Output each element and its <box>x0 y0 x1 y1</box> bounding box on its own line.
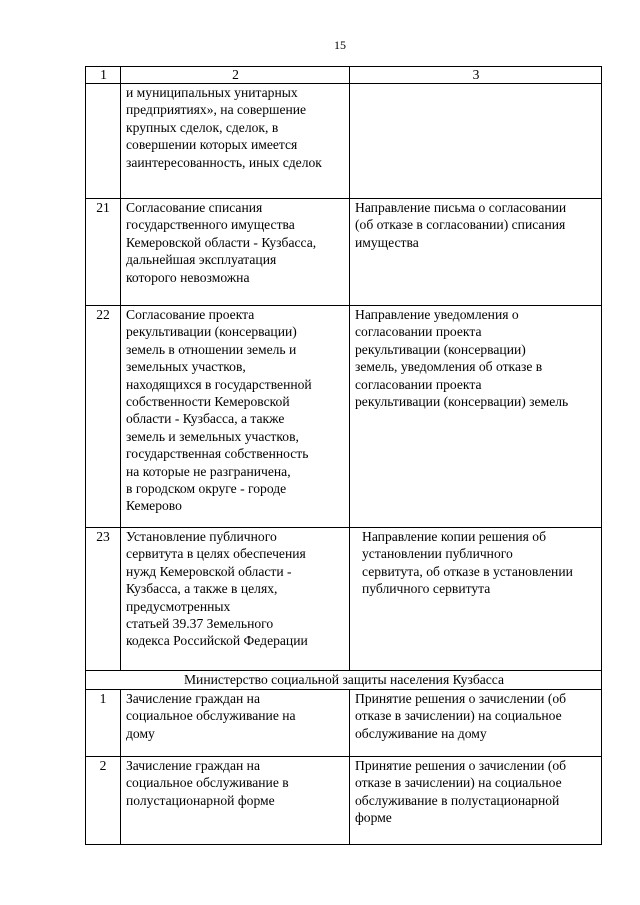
result-text-line: согласовании проекта <box>355 376 482 392</box>
result-text-line: Направление уведомления о <box>355 307 519 322</box>
result-text-line: имущества <box>355 234 419 250</box>
service-text-line: Зачисление граждан на <box>126 691 260 706</box>
result-text-line: публичного сервитута <box>362 581 491 597</box>
table-row <box>86 528 602 671</box>
service-text-line: совершении которых имеется <box>126 137 298 153</box>
table-row <box>86 757 602 845</box>
row-number: 23 <box>86 528 121 671</box>
service-cell <box>121 757 350 845</box>
service-cell <box>121 528 350 671</box>
table-row <box>86 199 602 306</box>
service-text-line: государственная собственность <box>126 446 309 462</box>
table-header-row <box>86 67 602 84</box>
service-cell <box>121 84 350 199</box>
service-text-line: Установление публичного <box>126 529 277 544</box>
service-text-line: земель в отношении земель и <box>126 341 297 357</box>
service-text-line: земель и земельных участков, <box>126 428 299 444</box>
result-text-line: форме <box>355 810 392 826</box>
service-text-line: рекультивации (консервации) <box>126 324 297 340</box>
service-text-line: Кузбасса, а также в целях, <box>126 581 278 597</box>
service-text-line: полустационарной форме <box>126 792 275 808</box>
result-cell <box>350 84 602 199</box>
result-text-line: Принятие решения о зачислении (об <box>355 691 567 706</box>
column-header-service: 2 <box>121 67 350 84</box>
service-cell <box>121 199 350 306</box>
page-number: 15 <box>334 38 346 52</box>
result-text-line: отказе в зачислении) на социальное <box>355 708 562 724</box>
row-number: 1 <box>86 690 121 757</box>
service-text-line: в городском округе - городе <box>126 481 287 497</box>
result-text-line: (об отказе в согласовании) списания <box>355 217 566 233</box>
result-text-line: земель, уведомления об отказе в <box>355 359 543 375</box>
service-text-line: на которые не разграничена, <box>126 463 291 479</box>
result-text-line: отказе в зачислении) на социальное <box>355 775 562 791</box>
service-text-line: социальное обслуживание на <box>126 708 296 724</box>
service-text-line: которого невозможна <box>126 269 250 285</box>
section-title: Министерство социальной защиты населения Кузбасса <box>86 671 602 690</box>
service-text-line: предприятиях», на совершение <box>126 102 307 118</box>
row-number <box>86 84 121 199</box>
result-text-line: Принятие решения о зачислении (об <box>355 758 567 773</box>
service-text-line: Согласование списания <box>126 200 263 215</box>
row-number: 22 <box>86 306 121 528</box>
service-text-line: области - Кузбасса, а также <box>126 411 285 427</box>
service-text-line: статьей 39.37 Земельного <box>126 616 274 632</box>
service-cell <box>121 690 350 757</box>
service-text-line: Кемеровской области - Кузбасса, <box>126 234 317 250</box>
result-text-line: согласовании проекта <box>355 324 482 340</box>
service-text-line: государственного имущества <box>126 217 295 233</box>
service-text-line: дому <box>126 725 155 741</box>
result-cell <box>350 306 602 528</box>
service-text-line: Согласование проекта <box>126 307 255 322</box>
column-header-result: 3 <box>350 67 602 84</box>
service-text-line: кодекса Российской Федерации <box>126 633 308 649</box>
table-row <box>86 690 602 757</box>
result-text-line: установлении публичного <box>362 546 513 562</box>
service-cell <box>121 306 350 528</box>
result-text-line: обслуживание в полустационарной <box>355 792 560 808</box>
service-text-line: предусмотренных <box>126 598 231 614</box>
result-cell <box>350 199 602 306</box>
service-text-line: Кемерово <box>126 498 182 514</box>
service-text-line: находящихся в государственной <box>126 376 312 392</box>
row-number: 21 <box>86 199 121 306</box>
table-row <box>86 84 602 199</box>
result-cell <box>350 528 602 671</box>
services-table <box>85 66 602 845</box>
result-text-line: Направление письма о согласовании <box>355 200 567 215</box>
result-text-line: обслуживание на дому <box>355 725 487 741</box>
result-cell <box>350 757 602 845</box>
service-text-line: заинтересованность, иных сделок <box>126 154 322 170</box>
result-cell <box>350 690 602 757</box>
service-text-line: земельных участков, <box>126 359 246 375</box>
column-header-number: 1 <box>86 67 121 84</box>
service-text-line: нужд Кемеровской области - <box>126 563 292 579</box>
row-number: 2 <box>86 757 121 845</box>
service-text-line: и муниципальных унитарных <box>126 85 298 100</box>
service-text-line: социальное обслуживание в <box>126 775 289 791</box>
result-text-line: Направление копии решения об <box>362 529 546 544</box>
service-text-line: сервитута в целях обеспечения <box>126 546 306 562</box>
service-text-line: Зачисление граждан на <box>126 758 260 773</box>
service-text-line: собственности Кемеровской <box>126 394 290 410</box>
result-text-line: рекультивации (консервации) <box>355 341 526 357</box>
table-row <box>86 306 602 528</box>
service-text-line: дальнейшая эксплуатация <box>126 252 277 268</box>
service-text-line: крупных сделок, сделок, в <box>126 119 279 135</box>
result-text-line: рекультивации (консервации) земель <box>355 394 569 410</box>
section-heading-row <box>86 671 602 690</box>
result-text-line: сервитута, об отказе в установлении <box>362 563 573 579</box>
